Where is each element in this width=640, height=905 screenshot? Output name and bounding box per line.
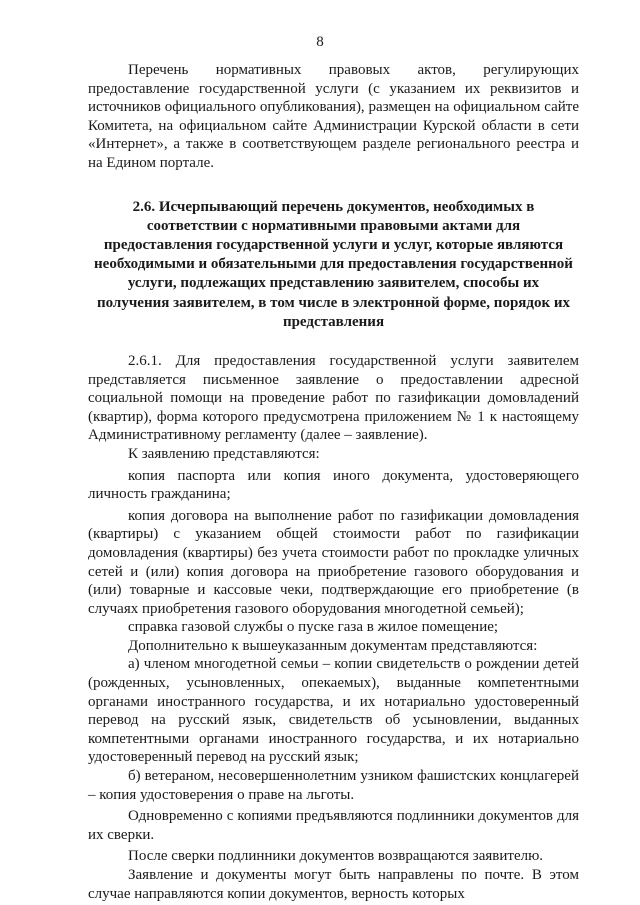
section-heading: 2.6. Исчерпывающий перечень документов, необходимых в соответствии с нормативными правовыми актами для предоставления государственной услуги и услуг, которые являются необходимыми и обязательными для предоставления государственной услуги, подлежащих представлению заявителем, способы их получения заявителем, в том числе в электронной форме, порядок их представления bbox=[94, 198, 573, 330]
paragraph-attachments-intro: К заявлению представляются: bbox=[128, 445, 320, 462]
paragraph-large-family: а) членом многодетной семьи – копии свидетельств о рождении детей (рожденных, усыновленных, опекаемых), выданные компетентными органами иностранного государства, и их нотариально удостоверенный перевод на русский язык, свидетельств об усыновлении, выданных компетентными органами иностранного государства, и их нотариально удостоверенный перевод на русский язык; bbox=[88, 656, 579, 766]
paragraph-passport-copy: копия паспорта или копия иного документа, удостоверяющего личность гражданина; bbox=[88, 467, 579, 503]
paragraph-originals-returned: После сверки подлинники документов возвращаются заявителю. bbox=[128, 848, 544, 865]
paragraph-gas-service-certificate: справка газовой службы о пуске газа в жилое помещение; bbox=[128, 619, 499, 636]
paragraph-originals: Одновременно с копиями предъявляются подлинники документов для их сверки. bbox=[88, 808, 579, 843]
paragraph-by-post: Заявление и документы могут быть направлены по почте. В этом случае направляются копии документов, верность которых bbox=[88, 867, 579, 902]
paragraph-contract-copy: копия договора на выполнение работ по газификации домовладения (квартиры) с указанием общей стоимости работ по газификации домовладения (квартиры) без учета стоимости работ по прокладке уличных сетей и (или) копия договора на приобретение газового оборудования и (или) товарные и кассовые чеки, подтверждающие его приобретение (в случаях приобретения газового оборудования многодетной семьей); bbox=[88, 507, 579, 617]
paragraph-additional-documents: Дополнительно к вышеуказанным документам представляются: bbox=[128, 637, 538, 654]
intro-paragraph: Перечень нормативных правовых актов, регулирующих предоставление государственной услуги (с указанием их реквизитов и источников официального опубликования), размещен на официальном сайте Комитета, на официальном сайте Администрации Курской области в сети «Интернет», а также в соответствующем разделе регионального реестра и на Едином портале. bbox=[88, 62, 579, 171]
page-number: 8 bbox=[316, 34, 324, 50]
document-body bbox=[88, 61, 579, 903]
paragraph-veteran: б) ветераном, несовершеннолетним узником фашистских концлагерей – копия удостоверения о праве на льготы. bbox=[88, 768, 579, 803]
paragraph-2-6-1: 2.6.1. Для предоставления государственной услуги заявителем представляется письменное заявление о предоставлении адресной социальной помощи на проведение работ по газификации домовладений (квартир), форма которого предусмотрена приложением № 1 к настоящему Административному регламенту (далее – заявление). bbox=[88, 352, 579, 444]
